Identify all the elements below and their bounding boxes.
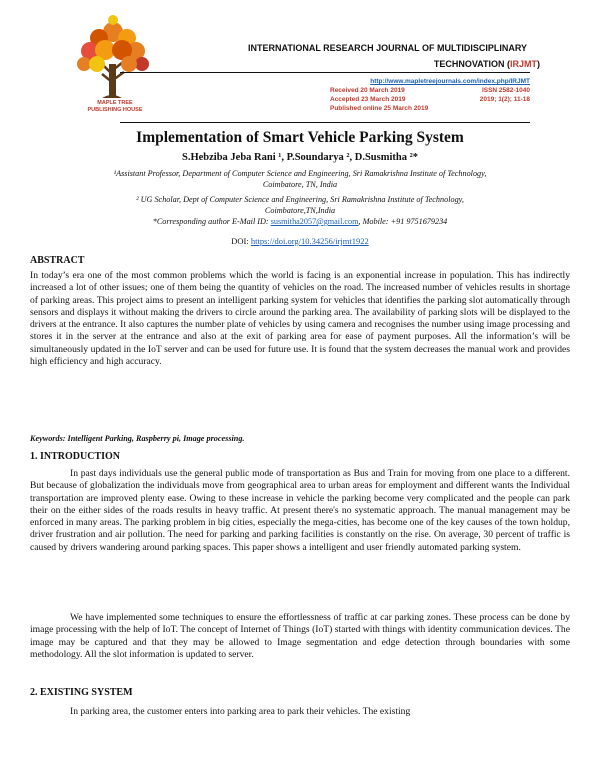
volume-info: 2019; 1(2); 11-18 [479,96,530,103]
journal-name [248,40,548,72]
journal-line1: INTERNATIONAL RESEARCH JOURNAL OF MULTIDISCIPLINARY [248,43,528,53]
publisher-name [70,100,160,114]
article-meta [330,77,530,113]
issn: ISSN 2582-1040 [481,87,530,94]
doi-link[interactable]: https://doi.org/10.34256/irjmt1922 [250,236,369,246]
publisher-name-line1: MAPLE TREE [97,100,133,106]
affiliation-2-line2: Coimbatore,TN,India [264,206,336,215]
abstract-text: In today’s era one of the most common problems which the world is facing is an exponential increase in population. This has indirectly increased a lot of other issues; one of them being the quantity of vehicles on the road. The increased number of vehicles results in shortage of parking areas. This project aims to present an intelligent parking system for vehicles that identifies the parking slot automatically through sensors and displays it without making the drivers to circle around the parking area. The availability of parking slots will be displayed to the drivers at the entrance. It also captures the number plate of vehicles by using camera and recognises the number using image processing and stores it in the server at the entrance and also at the exit of parking area for ease of payment purposes. All the information’s will be simultaneously updated in the IoT server and can be used for future use. It is found that the system decreases the manual work and provides high efficiency and high accuracy. [30,270,570,368]
journal-line2-prefix: TECHNOVATION ( [433,59,510,69]
affiliation-1 [0,168,600,190]
paper-authors: S.Hebziba Jeba Rani ¹, P.Soundarya ², D.Susmitha ²* [181,152,419,163]
journal-line2-suffix: ) [537,59,540,69]
affiliation-1-line1: ¹Assistant Professor, Department of Computer Science and Engineering, Sri Ramakrishna Institute of Technology, [113,169,487,178]
existing-system-heading: 2. EXISTING SYSTEM [30,687,133,698]
corresponding-prefix: *Corresponding author E-Mail ID: [152,217,271,226]
corresponding-mobile: , Mobile: +91 9751679234 [358,217,448,226]
corresponding-author [0,216,600,227]
title-divider [120,122,530,123]
doi-label: DOI: [231,236,251,246]
publisher-name-line2: PUBLISHING HOUSE [87,107,143,113]
meta-row-accepted [330,95,530,104]
maple-tree-icon [72,14,154,106]
journal-url-link[interactable]: http://www.mapletreejournals.com/index.php/IRJMT [370,78,530,85]
journal-abbrev: IRJMT [510,59,537,69]
existing-system-paragraph: In parking area, the customer enters into parking area to park their vehicles. The existing [70,706,411,717]
journal-line2 [248,56,548,72]
abstract-heading: ABSTRACT [30,255,85,266]
paper-title: Implementation of Smart Vehicle Parking System [136,129,464,146]
header-divider [120,72,530,73]
accepted-date: Accepted 23 March 2019 [330,96,406,103]
affiliation-1-line2: Coimbatore, TN, India [262,180,338,189]
doi-line [0,236,600,246]
meta-row-received [330,86,530,95]
affiliation-2 [0,194,600,216]
affiliation-2-line1: ² UG Scholar, Dept of Computer Science and Engineering, Sri Ramakrishna Institute of Technology, [136,195,464,204]
keywords: Keywords: Intelligent Parking, Raspberry pi, Image processing. [30,434,245,443]
introduction-heading: 1. INTRODUCTION [30,451,121,462]
introduction-paragraph-1: In past days individuals use the general public mode of transportation as Bus and Train for moving from one place to a different. But because of globalization the individuals move from geographical area to urban areas for employment and different wants the Individual transportation are improved plenty ease. Owing to these increase in vehicle the parking become very complicated and the people can park their on the either sides of the roads results in heavy traffic. At present there's no systematic approach. The manual management may be enforced in many areas. The parking problem in big cities, especially the mega-cities, has become one of the key causes of the town holdup, driver frustration and air pollution. The need for parking and parking facilities is constantly on the rise. On average, 30 percent of traffic is caused by drivers wandering around parking spaces. This paper shows a intelligent and user friendly automated parking system. [30,468,570,553]
corresponding-email-link[interactable]: susmitha2057@gmail.com [270,217,359,226]
introduction-paragraph-2: We have implemented some techniques to ensure the effortlessness of traffic at car parking zones. These process can be done by image processing with the help of IoT. The concept of Internet of Things (IoT) started with things with identity communication devices. The image may be captured and that they may be allowed to Image segmentation and edge detection through boundaries with some methodology. All the slot information is updated to server. [30,612,570,660]
published-date: Published online 25 March 2019 [330,105,429,112]
received-date: Received 20 March 2019 [330,87,405,94]
